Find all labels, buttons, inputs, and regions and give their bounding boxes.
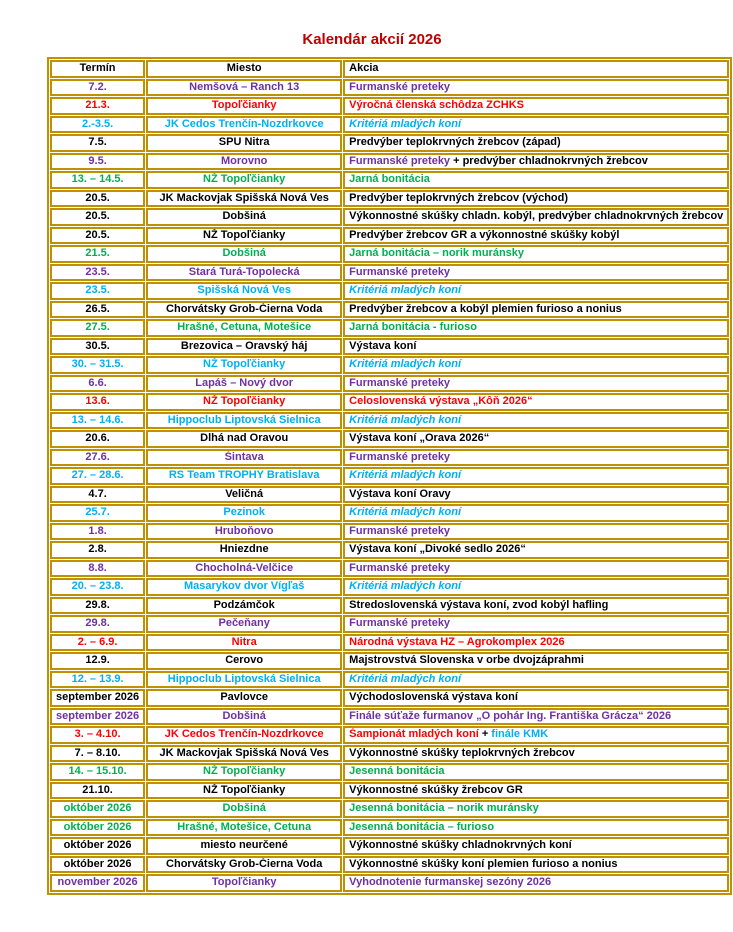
place-cell: Stará Turá-Topolecká [146, 264, 342, 282]
action-cell [343, 782, 729, 800]
action-text-segment: + [481, 728, 492, 741]
date-cell: 2.-3.5. [50, 116, 145, 134]
place-cell: Chorvátsky Grob-Čierna Voda [146, 301, 342, 319]
place-cell: NŽ Topoľčianky [146, 763, 342, 781]
action-cell [343, 726, 729, 744]
table-row [50, 819, 729, 837]
date-cell: október 2026 [50, 819, 145, 837]
action-cell [343, 245, 729, 263]
date-cell: 23.5. [50, 264, 145, 282]
action-text-segment: Majstrovstvá Slovenska v orbe dvojzáprahmi [349, 654, 584, 667]
date-cell: 12.9. [50, 652, 145, 670]
table-row [50, 578, 729, 596]
table-row [50, 615, 729, 633]
date-cell: 20.5. [50, 227, 145, 245]
action-cell [343, 393, 729, 411]
date-cell: 21.10. [50, 782, 145, 800]
date-cell: 9.5. [50, 153, 145, 171]
table-row [50, 301, 729, 319]
date-cell: 29.8. [50, 615, 145, 633]
place-cell: Nemšová – Ranch 13 [146, 79, 342, 97]
action-cell [343, 763, 729, 781]
place-cell: Hippoclub Liptovská Sielnica [146, 412, 342, 430]
action-cell [343, 504, 729, 522]
table-row [50, 856, 729, 874]
action-text-segment: Predvýber teplokrvných žrebcov (západ) [349, 136, 561, 149]
place-cell: Topoľčianky [146, 97, 342, 115]
place-cell: Dobšiná [146, 800, 342, 818]
action-text-segment: Kritériá mladých koní [349, 506, 462, 519]
place-cell: RS Team TROPHY Bratislava [146, 467, 342, 485]
table-row [50, 837, 729, 855]
table-row [50, 523, 729, 541]
table-row [50, 375, 729, 393]
date-cell: 2. – 6.9. [50, 634, 145, 652]
place-cell: Šintava [146, 449, 342, 467]
action-text-segment: Kritériá mladých koní [349, 117, 462, 130]
table-row [50, 504, 729, 522]
action-cell [343, 689, 729, 707]
place-cell: Chocholná-Velčice [146, 560, 342, 578]
table-row [50, 356, 729, 374]
place-cell: Spišská Nová Ves [146, 282, 342, 300]
action-text-segment: Východoslovenská výstava koní [349, 691, 518, 704]
place-cell: JK Mackovjak Spišská Nová Ves [146, 190, 342, 208]
table-row [50, 634, 729, 652]
action-cell [343, 745, 729, 763]
table-row [50, 874, 729, 892]
date-cell: 30.5. [50, 338, 145, 356]
action-cell [343, 671, 729, 689]
action-cell [343, 134, 729, 152]
date-cell: 25.7. [50, 504, 145, 522]
table-row [50, 467, 729, 485]
action-cell [343, 97, 729, 115]
action-cell [343, 282, 729, 300]
place-cell: Dlhá nad Oravou [146, 430, 342, 448]
place-cell: Veličná [146, 486, 342, 504]
action-text-segment: Kritériá mladých koní [349, 672, 462, 685]
table-row [50, 560, 729, 578]
table-row [50, 264, 729, 282]
action-text-segment: Výročná členská schôdza ZCHKS [349, 99, 525, 112]
place-cell: Cerovo [146, 652, 342, 670]
place-cell: NŽ Topoľčianky [146, 782, 342, 800]
table-row [50, 430, 729, 448]
place-cell: Dobšiná [146, 208, 342, 226]
date-cell: 26.5. [50, 301, 145, 319]
table-row [50, 541, 729, 559]
place-cell: NŽ Topoľčianky [146, 227, 342, 245]
action-text-segment: Výstava koní „Orava 2026“ [349, 432, 490, 445]
place-cell: Lapáš – Nový dvor [146, 375, 342, 393]
action-cell [343, 856, 729, 874]
table-row [50, 338, 729, 356]
action-cell [343, 190, 729, 208]
action-cell [343, 652, 729, 670]
action-cell [343, 523, 729, 541]
place-cell: Hniezdne [146, 541, 342, 559]
header-cell-akcia: Akcia [343, 60, 729, 78]
date-cell: 6.6. [50, 375, 145, 393]
action-text-segment: Kritériá mladých koní [349, 469, 462, 482]
place-cell: Masarykov dvor Vígľaš [146, 578, 342, 596]
table-row [50, 449, 729, 467]
table-row [50, 79, 729, 97]
place-cell: Pečeňany [146, 615, 342, 633]
action-text-segment: + predvýber chladnokrvných žrebcov [453, 154, 648, 167]
action-cell [343, 615, 729, 633]
action-text-segment: Jesenná bonitácia – norik muránsky [349, 802, 539, 815]
action-cell [343, 578, 729, 596]
table-row [50, 208, 729, 226]
table-row [50, 134, 729, 152]
date-cell: október 2026 [50, 837, 145, 855]
table-row [50, 227, 729, 245]
date-cell: 27. – 28.6. [50, 467, 145, 485]
date-cell: 27.6. [50, 449, 145, 467]
action-cell [343, 874, 729, 892]
table-row [50, 745, 729, 763]
table-row [50, 153, 729, 171]
header-row [50, 60, 729, 78]
place-cell: NŽ Topoľčianky [146, 393, 342, 411]
place-cell: Hruboňovo [146, 523, 342, 541]
action-cell [343, 171, 729, 189]
table-body [50, 79, 729, 892]
place-cell: JK Cedos Trenčín-Nozdrkovce [146, 116, 342, 134]
action-cell [343, 597, 729, 615]
date-cell: 20.6. [50, 430, 145, 448]
place-cell: Brezovica – Oravský háj [146, 338, 342, 356]
place-cell: JK Cedos Trenčín-Nozdrkovce [146, 726, 342, 744]
action-text-segment: Výstava koní [349, 339, 417, 352]
place-cell: Podzámčok [146, 597, 342, 615]
action-cell [343, 79, 729, 97]
date-cell: 27.5. [50, 319, 145, 337]
action-text-segment: Národná výstava HZ – Agrokomplex 2026 [349, 635, 565, 648]
action-cell [343, 708, 729, 726]
table-row [50, 800, 729, 818]
table-row [50, 726, 729, 744]
action-text-segment: Furmanské preteky [349, 80, 451, 93]
date-cell: 23.5. [50, 282, 145, 300]
date-cell: 20.5. [50, 190, 145, 208]
place-cell: Dobšiná [146, 708, 342, 726]
action-cell [343, 560, 729, 578]
table-row [50, 708, 729, 726]
date-cell: 20. – 23.8. [50, 578, 145, 596]
action-text-segment: Kritériá mladých koní [349, 413, 462, 426]
action-text-segment: Predvýber žrebcov a kobýl plemien furioso a nonius [349, 302, 622, 315]
date-cell: 7.5. [50, 134, 145, 152]
action-cell [343, 541, 729, 559]
action-cell [343, 227, 729, 245]
table-row [50, 190, 729, 208]
place-cell: NŽ Topoľčianky [146, 171, 342, 189]
table-row [50, 412, 729, 430]
action-text-segment: Furmanské preteky [349, 376, 451, 389]
date-cell: 21.3. [50, 97, 145, 115]
place-cell: Hrašné, Motešice, Cetuna [146, 819, 342, 837]
date-cell: 12. – 13.9. [50, 671, 145, 689]
date-cell: 2.8. [50, 541, 145, 559]
table-row [50, 652, 729, 670]
action-text-segment: Furmanské preteky [349, 561, 451, 574]
header-cell-miesto: Miesto [146, 60, 342, 78]
table-row [50, 319, 729, 337]
place-cell: JK Mackovjak Spišská Nová Ves [146, 745, 342, 763]
date-cell: 13.6. [50, 393, 145, 411]
date-cell: 7.2. [50, 79, 145, 97]
date-cell: 20.5. [50, 208, 145, 226]
table-row [50, 97, 729, 115]
action-text-segment: Jarná bonitácia [349, 173, 430, 186]
action-text-segment: Jesenná bonitácia [349, 765, 445, 778]
action-cell [343, 319, 729, 337]
place-cell: Dobšiná [146, 245, 342, 263]
action-text-segment: Výstava koní „Divoké sedlo 2026“ [349, 543, 526, 556]
place-cell: Nitra [146, 634, 342, 652]
action-cell [343, 800, 729, 818]
action-text-segment: Šampionát mladých koní [349, 728, 482, 741]
table-row [50, 245, 729, 263]
table-row [50, 393, 729, 411]
date-cell: 7. – 8.10. [50, 745, 145, 763]
action-cell [343, 338, 729, 356]
table-row [50, 671, 729, 689]
action-text-segment: Vyhodnotenie furmanskej sezóny 2026 [349, 876, 552, 889]
date-cell: 14. – 15.10. [50, 763, 145, 781]
date-cell: 1.8. [50, 523, 145, 541]
action-cell [343, 467, 729, 485]
action-text-segment: Výkonnostné skúšky koní plemien furioso a nonius [349, 857, 618, 870]
action-text-segment: Finále súťaže furmanov „O pohár Ing. Františka Grácza“ 2026 [349, 709, 672, 722]
action-text-segment: Predvýber teplokrvných žrebcov (východ) [349, 191, 569, 204]
date-cell: 21.5. [50, 245, 145, 263]
action-text-segment: finále KMK [491, 728, 549, 741]
action-text-segment: Výkonnostné skúšky chladnokrvných koní [349, 839, 572, 852]
action-cell [343, 116, 729, 134]
action-text-segment: Jarná bonitácia - furioso [349, 321, 477, 334]
table-row [50, 763, 729, 781]
action-cell [343, 819, 729, 837]
place-cell: SPU Nitra [146, 134, 342, 152]
action-cell [343, 837, 729, 855]
date-cell: 30. – 31.5. [50, 356, 145, 374]
action-text-segment: Furmanské preteky [349, 617, 451, 630]
page-title: Kalendár akcií 2026 [302, 31, 442, 48]
action-text-segment: Výkonnostné skúšky chladn. kobýl, predvýber chladnokrvných žrebcov [349, 210, 724, 223]
action-cell [343, 449, 729, 467]
place-cell: Pezinok [146, 504, 342, 522]
table-row [50, 171, 729, 189]
action-text-segment: Furmanské preteky [349, 450, 451, 463]
action-text-segment: Furmanské preteky [349, 265, 451, 278]
place-cell: miesto neurčené [146, 837, 342, 855]
action-text-segment: Furmanské preteky [349, 154, 454, 167]
table-row [50, 782, 729, 800]
table-header [50, 60, 729, 78]
action-cell [343, 375, 729, 393]
action-text-segment: Jesenná bonitácia – furioso [349, 820, 495, 833]
action-cell [343, 301, 729, 319]
action-text-segment: Kritériá mladých koní [349, 580, 462, 593]
action-text-segment: Kritériá mladých koní [349, 284, 462, 297]
place-cell: Hrašné, Cetuna, Motešice [146, 319, 342, 337]
date-cell: 13. – 14.6. [50, 412, 145, 430]
action-text-segment: Celoslovenská výstava „Kôň 2026“ [349, 395, 533, 408]
table-row [50, 486, 729, 504]
action-text-segment: Stredoslovenská výstava koní, zvod kobýl hafling [349, 598, 609, 611]
place-cell: Topoľčianky [146, 874, 342, 892]
date-cell: 13. – 14.5. [50, 171, 145, 189]
action-cell [343, 356, 729, 374]
action-text-segment: Furmanské preteky [349, 524, 451, 537]
table-row [50, 116, 729, 134]
action-cell [343, 264, 729, 282]
date-cell: 4.7. [50, 486, 145, 504]
action-cell [343, 208, 729, 226]
action-cell [343, 430, 729, 448]
table-row [50, 689, 729, 707]
date-cell: 8.8. [50, 560, 145, 578]
place-cell: Morovno [146, 153, 342, 171]
date-cell: október 2026 [50, 800, 145, 818]
date-cell: 3. – 4.10. [50, 726, 145, 744]
action-text-segment: Predvýber žrebcov GR a výkonnostné skúšky kobýl [349, 228, 620, 241]
table-row [50, 597, 729, 615]
date-cell: 29.8. [50, 597, 145, 615]
table-row [50, 282, 729, 300]
date-cell: november 2026 [50, 874, 145, 892]
action-text-segment: Kritériá mladých koní [349, 358, 462, 371]
place-cell: NŽ Topoľčianky [146, 356, 342, 374]
action-text-segment: Výstava koní Oravy [349, 487, 451, 500]
action-cell [343, 486, 729, 504]
date-cell: október 2026 [50, 856, 145, 874]
place-cell: Chorvátsky Grob-Čierna Voda [146, 856, 342, 874]
date-cell: september 2026 [50, 708, 145, 726]
calendar-table [47, 57, 732, 895]
action-cell [343, 153, 729, 171]
date-cell: september 2026 [50, 689, 145, 707]
header-cell-termin: Termín [50, 60, 145, 78]
place-cell: Hippoclub Liptovská Sielnica [146, 671, 342, 689]
action-text-segment: Jarná bonitácia – norik muránsky [349, 247, 525, 260]
action-text-segment: Výkonnostné skúšky žrebcov GR [349, 783, 523, 796]
place-cell: Pavlovce [146, 689, 342, 707]
action-cell [343, 412, 729, 430]
action-text-segment: Výkonnostné skúšky teplokrvných žrebcov [349, 746, 575, 759]
action-cell [343, 634, 729, 652]
